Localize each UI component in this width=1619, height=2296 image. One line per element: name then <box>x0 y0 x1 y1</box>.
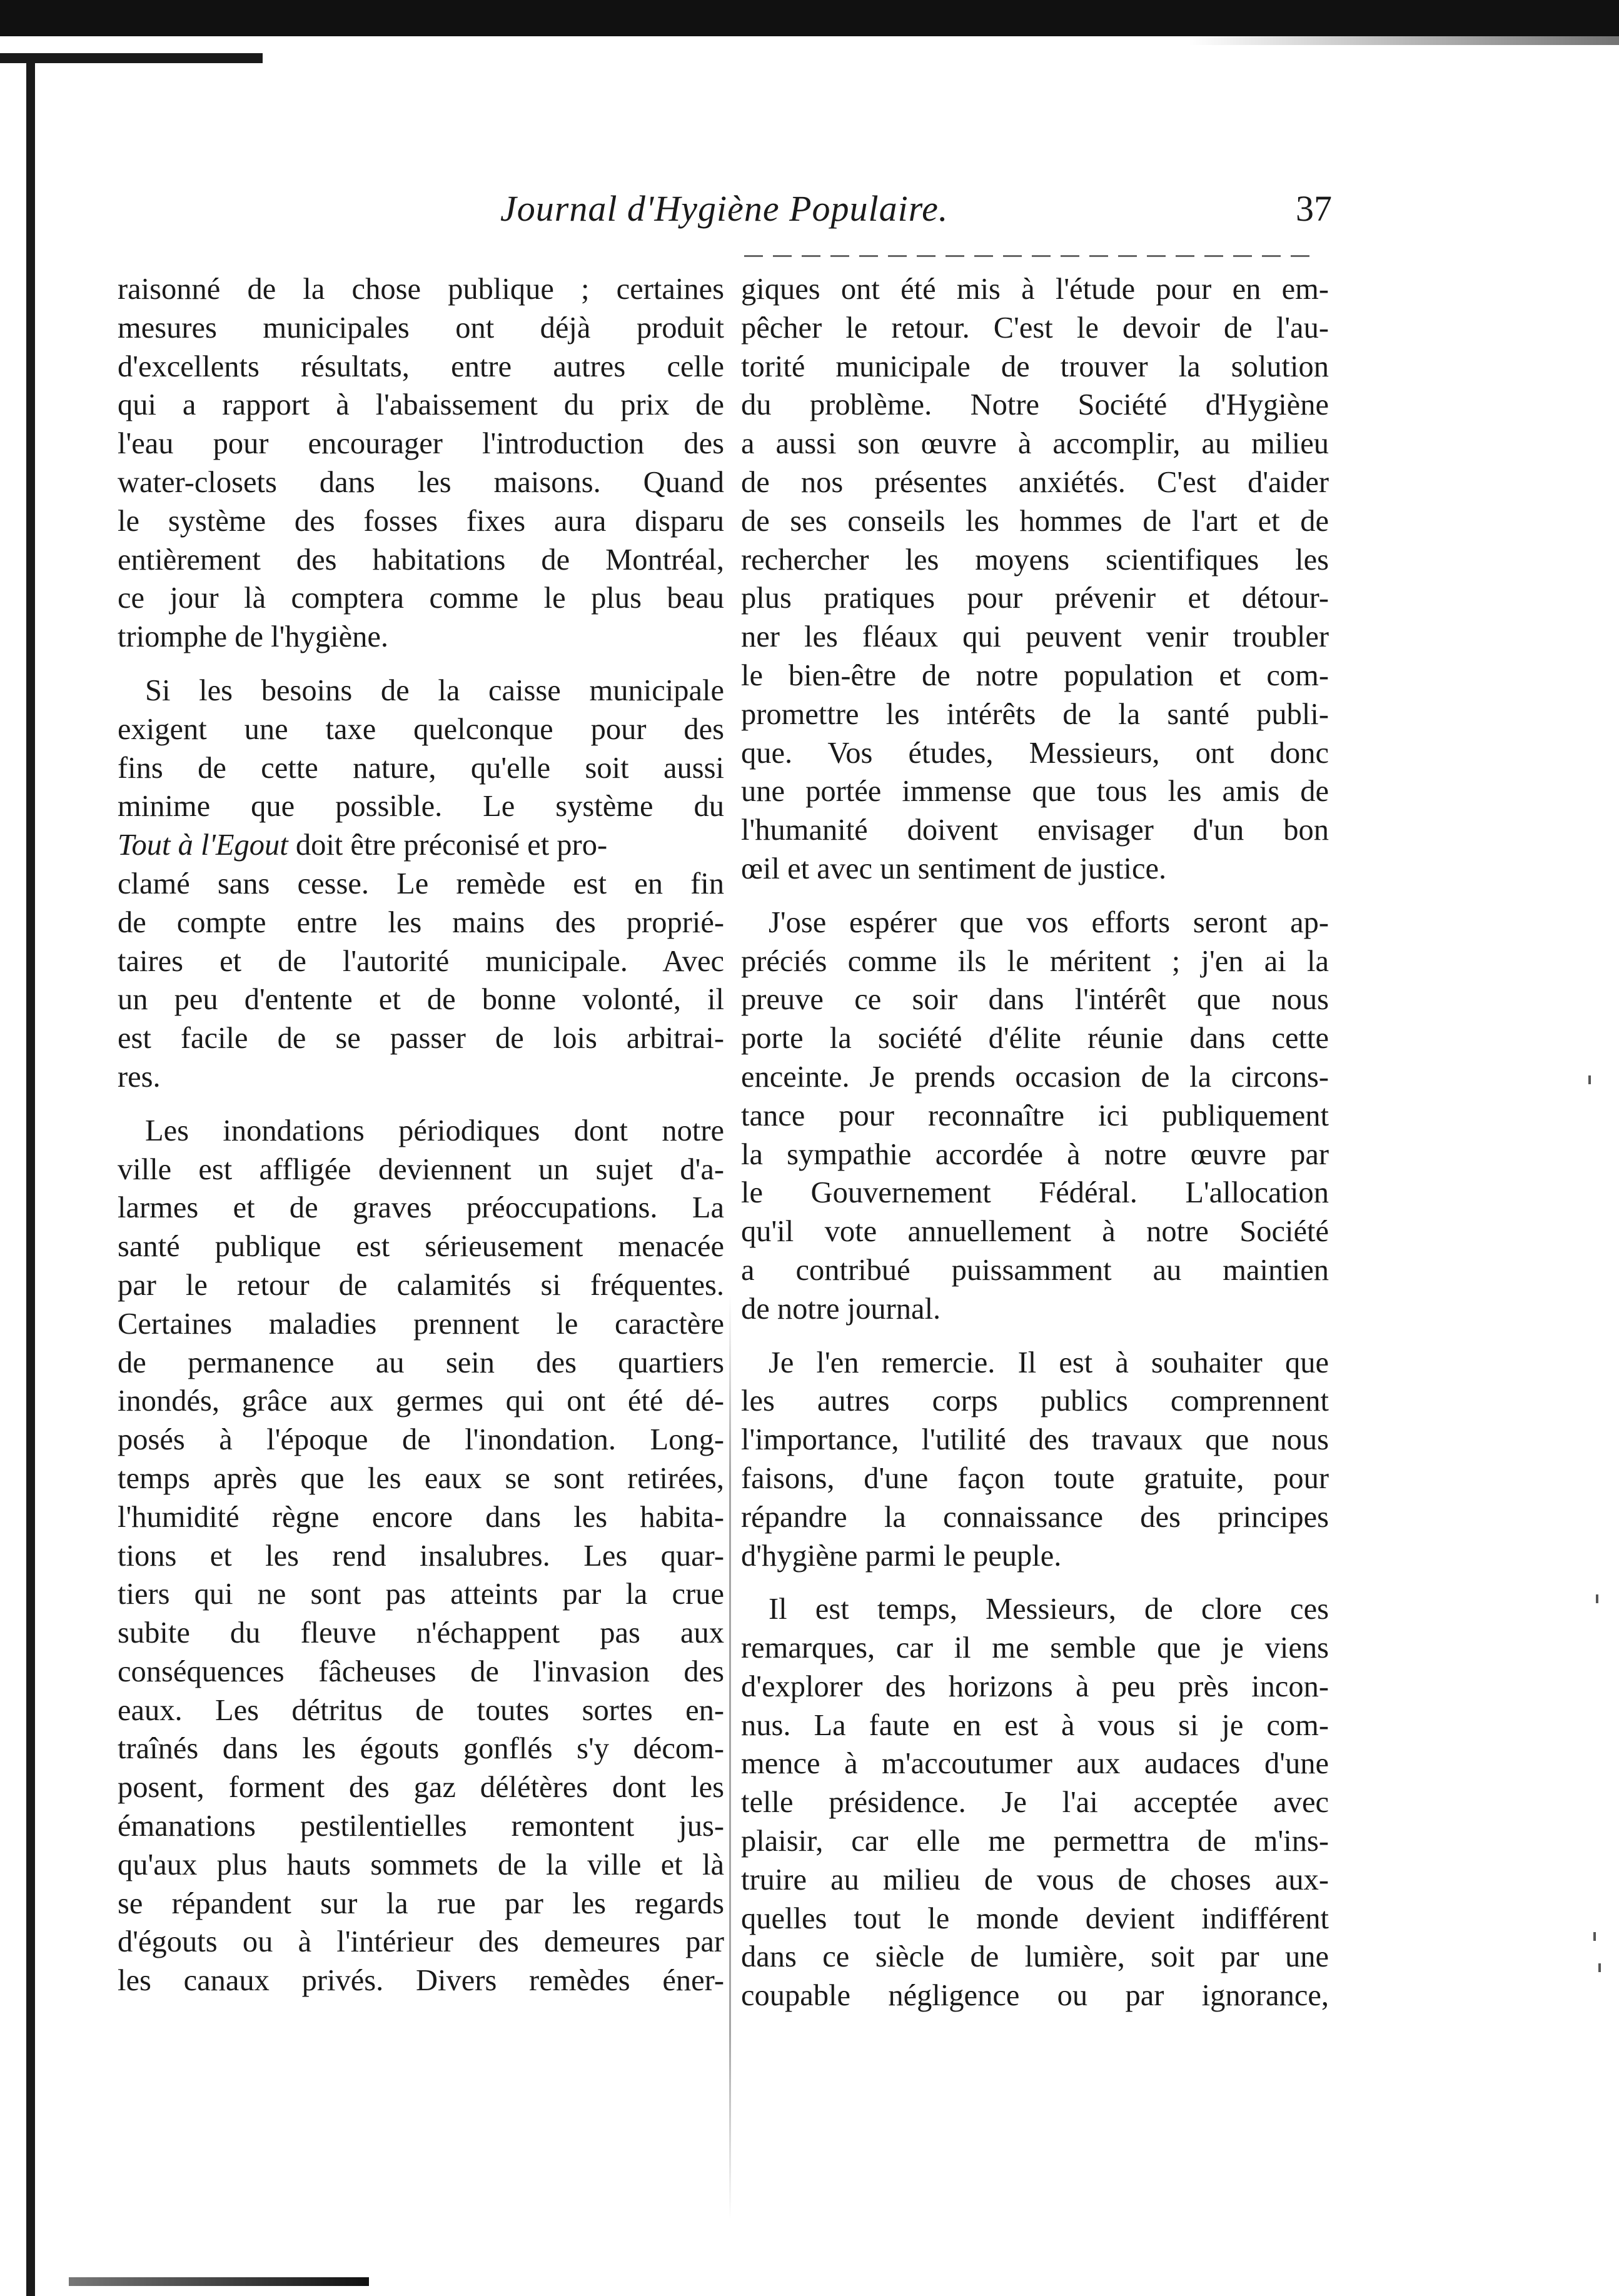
scan-bottom-edge <box>69 2277 369 2286</box>
text-line: a contribué puissamment au maintien <box>741 1253 1329 1287</box>
left-column <box>118 270 724 2000</box>
text-line: du problème. Notre Société d'Hygiène <box>741 388 1329 422</box>
page-number: 37 <box>1296 188 1332 229</box>
text-line: l'importance, l'utilité des travaux que nous <box>741 1423 1329 1457</box>
text-line: préciés comme ils le méritent ; j'en ai la <box>741 944 1329 978</box>
text-line: J'ose espérer que vos efforts seront ap- <box>769 905 1329 939</box>
italic-term: Tout à l'Egout <box>118 828 288 862</box>
scan-speck <box>1596 1594 1598 1603</box>
text-line: par le retour de calamités si fréquentes. <box>118 1268 724 1302</box>
text-line: telle présidence. Je l'ai acceptée avec <box>741 1786 1329 1820</box>
scan-speck <box>1588 1075 1591 1084</box>
text-line: Les inondations périodiques dont notre <box>145 1114 724 1147</box>
text-line: water-closets dans les maisons. Quand <box>118 465 724 499</box>
text-line: santé publique est sérieusement menacée <box>118 1230 724 1264</box>
text-line: les autres corps publics comprennent <box>741 1384 1329 1418</box>
paragraph <box>118 1112 724 2000</box>
text-line: Je l'en remercie. Il est à souhaiter que <box>769 1346 1329 1379</box>
text-line: coupable négligence ou par ignorance, <box>741 1979 1329 2013</box>
text-line: ville est affligée deviennent un sujet d'a- <box>118 1152 724 1186</box>
text-line: promettre les intérêts de la santé publi- <box>741 697 1329 731</box>
text-line: tions et les rend insalubres. Les quar- <box>118 1539 724 1573</box>
text-line: subite du fleuve n'échappent pas aux <box>118 1616 724 1650</box>
scan-binding-edge <box>26 53 35 2296</box>
text-line: le système des fosses fixes aura disparu <box>118 504 724 538</box>
text-line: d'hygiène parmi le peuple. <box>741 1539 1062 1573</box>
text-line: le bien-être de notre population et com- <box>741 658 1329 692</box>
text-line: triomphe de l'hygiène. <box>118 620 388 654</box>
text-line: nus. La faute en est à vous si je com- <box>741 1708 1329 1742</box>
scan-top-border <box>0 0 1619 36</box>
text-line: pêcher le retour. C'est le devoir de l'au- <box>741 311 1329 345</box>
scan-binding-edge-top <box>0 53 263 63</box>
text-line: larmes et de graves préoccupations. La <box>118 1191 724 1225</box>
text-line: est facile de se passer de lois arbitrai- <box>118 1022 724 1055</box>
text-line: un peu d'entente et de bonne volonté, il <box>118 983 724 1017</box>
text-line: inondés, grâce aux germes qui ont été dé- <box>118 1384 724 1418</box>
text-line: de compte entre les mains des proprié- <box>118 905 724 939</box>
text-line: eaux. Les détritus de toutes sortes en- <box>118 1693 724 1727</box>
text-line: taires et de l'autorité municipale. Avec <box>118 944 724 978</box>
paragraph <box>741 1344 1329 1576</box>
text-line: qui a rapport à l'abaissement du prix de <box>118 388 724 422</box>
text-line: de ses conseils les hommes de l'art et de <box>741 504 1329 538</box>
text-line: Si les besoins de la caisse municipale <box>145 673 724 707</box>
text-line: conséquences fâcheuses de l'invasion des <box>118 1654 724 1688</box>
text-line: temps après que les eaux se sont retirées, <box>118 1461 724 1495</box>
column-gutter-shadow <box>729 1294 731 2220</box>
text-line: entièrement des habitations de Montréal, <box>118 543 724 577</box>
text-line: les canaux privés. Divers remèdes éner- <box>118 1964 724 1998</box>
text-line: mesures municipales ont déjà produit <box>118 311 724 345</box>
text-line: giques ont été mis à l'étude pour en em- <box>741 273 1329 306</box>
paragraph <box>118 270 724 657</box>
text-line: répandre la connaissance des principes <box>741 1500 1329 1534</box>
text-line: de notre journal. <box>741 1292 941 1326</box>
scan-speck <box>1593 1932 1596 1941</box>
text-line: truire au milieu de vous de choses aux- <box>741 1863 1329 1896</box>
paragraph <box>741 1590 1329 2015</box>
right-column <box>741 270 1329 2015</box>
text-line: dans ce siècle de lumière, soit par une <box>741 1940 1329 1974</box>
text-line: d'égouts ou à l'intérieur des demeures par <box>118 1925 724 1959</box>
text-line: émanations pestilentielles remontent jus- <box>118 1810 724 1843</box>
text-line: la sympathie accordée à notre œuvre par <box>741 1137 1329 1171</box>
text-line: preuve ce soir dans l'intérêt que nous <box>741 983 1329 1017</box>
text-line <box>118 826 724 865</box>
text-line: se répandent sur la rue par les regards <box>118 1886 724 1920</box>
paragraph <box>741 270 1329 889</box>
text-line: que. Vos études, Messieurs, ont donc <box>741 736 1329 770</box>
text-line: le Gouvernement Fédéral. L'allocation <box>741 1176 1329 1210</box>
text-line: ner les fléaux qui peuvent venir troubler <box>741 620 1329 654</box>
text-line: torité municipale de trouver la solution <box>741 350 1329 383</box>
text-line: de permanence au sein des quartiers <box>118 1346 724 1379</box>
text-line: raisonné de la chose publique ; certaines <box>118 273 724 306</box>
text-line: tance pour reconnaître ici publiquement <box>741 1099 1329 1132</box>
text-line: Il est temps, Messieurs, de clore ces <box>769 1593 1329 1626</box>
text-line: œil et avec un sentiment de justice. <box>741 852 1167 885</box>
text-line: quelles tout le monde devient indifférent <box>741 1901 1329 1935</box>
text-line: enceinte. Je prends occasion de la circons- <box>741 1060 1329 1094</box>
text-fragment: doit être préconisé et pro- <box>288 828 608 862</box>
text-line: minime que possible. Le système du <box>118 790 724 823</box>
text-line: l'humanité doivent envisager d'un bon <box>741 813 1329 847</box>
text-line: qu'aux plus hauts sommets de la ville et là <box>118 1848 724 1881</box>
running-head <box>494 188 1332 238</box>
text-line: porte la société d'élite réunie dans cette <box>741 1022 1329 1055</box>
text-line: d'explorer des horizons à peu près incon- <box>741 1669 1329 1703</box>
text-line: traînés dans les égouts gonflés s'y décom- <box>118 1732 724 1766</box>
text-line: fins de cette nature, qu'elle soit aussi <box>118 751 724 785</box>
header-rule <box>744 255 1319 257</box>
text-line: posés à l'époque de l'inondation. Long- <box>118 1423 724 1457</box>
scan-top-shadow <box>1188 36 1619 45</box>
scan-speck <box>1598 1963 1601 1972</box>
text-line: posent, forment des gaz délétères dont les <box>118 1771 724 1805</box>
text-line: clamé sans cesse. Le remède est en fin <box>118 867 724 900</box>
text-line: d'excellents résultats, entre autres celle <box>118 350 724 383</box>
paragraph <box>118 672 724 1097</box>
text-line: l'humidité règne encore dans les habita- <box>118 1500 724 1534</box>
text-line: mence à m'accoutumer aux audaces d'une <box>741 1747 1329 1781</box>
text-line: une portée immense que tous les amis de <box>741 775 1329 808</box>
text-line: tiers qui ne sont pas atteints par la crue <box>118 1578 724 1611</box>
text-line: res. <box>118 1060 161 1094</box>
text-line: remarques, car il me semble que je viens <box>741 1631 1329 1665</box>
text-line: l'eau pour encourager l'introduction des <box>118 427 724 461</box>
text-line: exigent une taxe quelconque pour des <box>118 712 724 746</box>
text-line: rechercher les moyens scientifiques les <box>741 543 1329 577</box>
paragraph <box>741 904 1329 1329</box>
text-line: plus pratiques pour prévenir et détour- <box>741 582 1329 615</box>
text-line: a aussi son œuvre à accomplir, au milieu <box>741 427 1329 461</box>
text-line: Certaines maladies prennent le caractère <box>118 1307 724 1341</box>
text-line: qu'il vote annuellement à notre Société <box>741 1215 1329 1249</box>
text-line: de nos présentes anxiétés. C'est d'aider <box>741 465 1329 499</box>
text-line: plaisir, car elle me permettra de m'ins- <box>741 1825 1329 1858</box>
text-line: faisons, d'une façon toute gratuite, pour <box>741 1461 1329 1495</box>
text-line: ce jour là comptera comme le plus beau <box>118 582 724 615</box>
journal-title: Journal d'Hygiène Populaire. <box>500 188 949 229</box>
